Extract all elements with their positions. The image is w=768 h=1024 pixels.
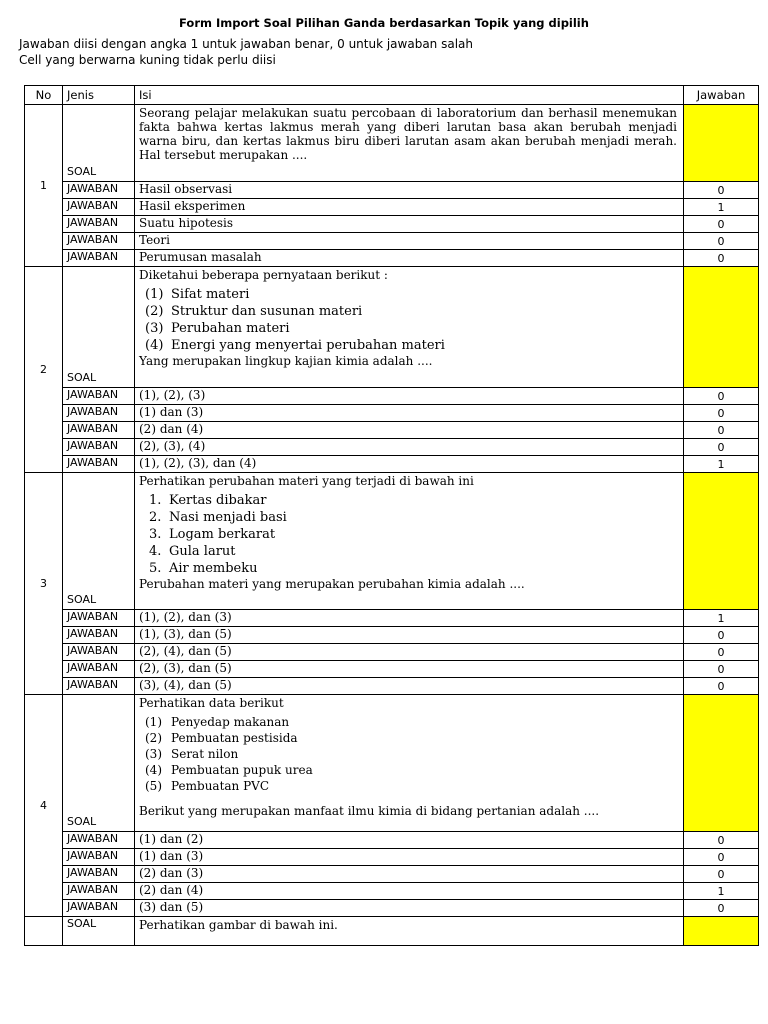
type-cell: JAWABAN [63, 233, 135, 250]
statement-list [139, 286, 677, 354]
data-item: (3) Serat nilon [145, 747, 239, 761]
answer-value[interactable]: 0 [684, 250, 759, 267]
statement-item: 2. Nasi menjadi basi [149, 510, 287, 525]
answer-row [25, 883, 759, 900]
question-text[interactable]: Seorang pelajar melakukan suatu percobaan di laboratorium dan berhasil menemukan fakta bahwa kertas lakmus merah yang diberi larutan basa akan berubah menjadi warna biru, dan kertas lakmus biru diberi larutan asam akan berubah menjadi merah. Hal tersebut merupakan .... [135, 105, 684, 182]
statement-item: (2) Struktur dan susunan materi [145, 304, 363, 319]
statement-item: 1. Kertas dibakar [149, 493, 267, 508]
type-cell: SOAL [63, 695, 135, 832]
answer-row [25, 661, 759, 678]
answer-row [25, 644, 759, 661]
answer-row [25, 250, 759, 267]
data-item: (5) Pembuatan PVC [145, 779, 270, 793]
answer-row [25, 610, 759, 627]
statement-item: 3. Logam berkarat [149, 527, 276, 542]
data-item: (1) Penyedap makanan [145, 715, 290, 729]
type-cell: JAWABAN [63, 422, 135, 439]
question-number: 3 [25, 473, 63, 695]
type-cell: JAWABAN [63, 388, 135, 405]
answer-cell-disabled [684, 473, 759, 610]
question-outro: Perubahan materi yang merupakan perubahan kimia adalah .... [139, 577, 525, 591]
answer-value[interactable]: 1 [684, 610, 759, 627]
option-text[interactable]: (2) dan (4) [135, 883, 684, 900]
question-table [24, 85, 759, 946]
question-outro: Berikut yang merupakan manfaat ilmu kimia di bidang pertanian adalah .... [139, 804, 600, 818]
answer-row [25, 182, 759, 199]
type-cell: JAWABAN [63, 199, 135, 216]
question-text[interactable] [135, 267, 684, 388]
question-row [25, 695, 759, 832]
header-row [25, 86, 759, 105]
answer-value[interactable]: 0 [684, 388, 759, 405]
answer-value[interactable]: 1 [684, 456, 759, 473]
type-cell: JAWABAN [63, 900, 135, 917]
answer-row [25, 456, 759, 473]
option-text[interactable]: (1), (2), (3), dan (4) [135, 456, 684, 473]
type-cell: JAWABAN [63, 849, 135, 866]
option-text[interactable]: (3) dan (5) [135, 900, 684, 917]
question-row [25, 473, 759, 610]
question-text[interactable] [135, 695, 684, 832]
type-cell: JAWABAN [63, 216, 135, 233]
answer-value[interactable]: 0 [684, 182, 759, 199]
data-item: (2) Pembuatan pestisida [145, 731, 298, 745]
option-text[interactable]: Suatu hipotesis [135, 216, 684, 233]
answer-row [25, 199, 759, 216]
option-text[interactable]: (2), (3), dan (5) [135, 661, 684, 678]
type-cell: JAWABAN [63, 644, 135, 661]
answer-value[interactable]: 0 [684, 233, 759, 250]
option-text[interactable]: (2), (4), dan (5) [135, 644, 684, 661]
question-row [25, 917, 759, 946]
option-text[interactable]: (1) dan (3) [135, 849, 684, 866]
answer-value[interactable]: 0 [684, 439, 759, 456]
statement-list [139, 492, 677, 577]
answer-row [25, 832, 759, 849]
question-intro: Perhatikan perubahan materi yang terjadi di bawah ini [139, 474, 474, 488]
answer-value[interactable]: 0 [684, 866, 759, 883]
question-intro: Diketahui beberapa pernyataan berikut : [139, 268, 388, 282]
question-number: 2 [25, 267, 63, 473]
type-cell: SOAL [63, 267, 135, 388]
type-cell: JAWABAN [63, 456, 135, 473]
option-text[interactable]: (2) dan (3) [135, 866, 684, 883]
statement-item: 4. Gula larut [149, 544, 236, 559]
question-outro: Yang merupakan lingkup kajian kimia adalah .... [139, 354, 433, 368]
statement-item: (3) Perubahan materi [145, 321, 290, 336]
option-text[interactable]: Perumusan masalah [135, 250, 684, 267]
statement-item: (1) Sifat materi [145, 287, 250, 302]
form-title: Form Import Soal Pilihan Ganda berdasarkan Topik yang dipilih [179, 16, 589, 30]
type-cell: JAWABAN [63, 832, 135, 849]
answer-value[interactable]: 0 [684, 849, 759, 866]
type-cell: JAWABAN [63, 866, 135, 883]
type-cell: JAWABAN [63, 883, 135, 900]
type-cell: JAWABAN [63, 627, 135, 644]
answer-row [25, 388, 759, 405]
option-text[interactable]: (1) dan (2) [135, 832, 684, 849]
answer-row [25, 216, 759, 233]
option-text[interactable]: (2), (3), (4) [135, 439, 684, 456]
header-jawaban: Jawaban [684, 86, 759, 105]
answer-value[interactable]: 0 [684, 832, 759, 849]
type-cell: JAWABAN [63, 405, 135, 422]
question-text[interactable]: Perhatikan gambar di bawah ini. [135, 917, 684, 946]
type-cell: JAWABAN [63, 439, 135, 456]
option-text[interactable]: (2) dan (4) [135, 422, 684, 439]
answer-row [25, 678, 759, 695]
option-text[interactable]: (1), (2), (3) [135, 388, 684, 405]
question-intro: Perhatikan data berikut [139, 696, 284, 710]
answer-value[interactable]: 0 [684, 900, 759, 917]
header-jenis: Jenis [63, 86, 135, 105]
type-cell: SOAL [63, 473, 135, 610]
answer-cell-disabled [684, 105, 759, 182]
option-text[interactable]: (1), (3), dan (5) [135, 627, 684, 644]
option-text[interactable]: Hasil eksperimen [135, 199, 684, 216]
type-cell: JAWABAN [63, 182, 135, 199]
type-cell: JAWABAN [63, 250, 135, 267]
option-text[interactable]: Teori [135, 233, 684, 250]
answer-cell-disabled [684, 917, 759, 946]
answer-value[interactable]: 0 [684, 661, 759, 678]
data-list [139, 714, 677, 794]
statement-item: (4) Energi yang menyertai perubahan materi [145, 338, 445, 353]
answer-value[interactable]: 0 [684, 678, 759, 695]
data-item: (4) Pembuatan pupuk urea [145, 763, 313, 777]
answer-row [25, 900, 759, 917]
header-isi: Isi [135, 86, 684, 105]
option-text[interactable]: Hasil observasi [135, 182, 684, 199]
answer-value[interactable]: 1 [684, 199, 759, 216]
answer-row [25, 422, 759, 439]
answer-row [25, 233, 759, 250]
instruction-note: Jawaban diisi dengan angka 1 untuk jawaban benar, 0 untuk jawaban salah [19, 37, 473, 51]
answer-value[interactable]: 1 [684, 883, 759, 900]
type-cell: JAWABAN [63, 678, 135, 695]
answer-row [25, 439, 759, 456]
question-number [25, 917, 63, 946]
answer-cell-disabled [684, 267, 759, 388]
yellow-cell-note: Cell yang berwarna kuning tidak perlu diisi [19, 53, 276, 67]
answer-value[interactable]: 0 [684, 422, 759, 439]
type-cell: SOAL [63, 105, 135, 182]
option-text[interactable]: (3), (4), dan (5) [135, 678, 684, 695]
answer-value[interactable]: 0 [684, 405, 759, 422]
option-text[interactable]: (1) dan (3) [135, 405, 684, 422]
answer-row [25, 405, 759, 422]
answer-row [25, 849, 759, 866]
answer-row [25, 866, 759, 883]
answer-row [25, 627, 759, 644]
header-no: No [25, 86, 63, 105]
question-text[interactable] [135, 473, 684, 610]
question-row [25, 267, 759, 388]
answer-value[interactable]: 0 [684, 644, 759, 661]
option-text[interactable]: (1), (2), dan (3) [135, 610, 684, 627]
question-row [25, 105, 759, 182]
question-number: 4 [25, 695, 63, 917]
type-cell: JAWABAN [63, 661, 135, 678]
statement-item: 5. Air membeku [149, 561, 258, 576]
type-cell: SOAL [63, 917, 135, 946]
answer-value[interactable]: 0 [684, 627, 759, 644]
question-number: 1 [25, 105, 63, 267]
answer-value[interactable]: 0 [684, 216, 759, 233]
answer-cell-disabled [684, 695, 759, 832]
type-cell: JAWABAN [63, 610, 135, 627]
